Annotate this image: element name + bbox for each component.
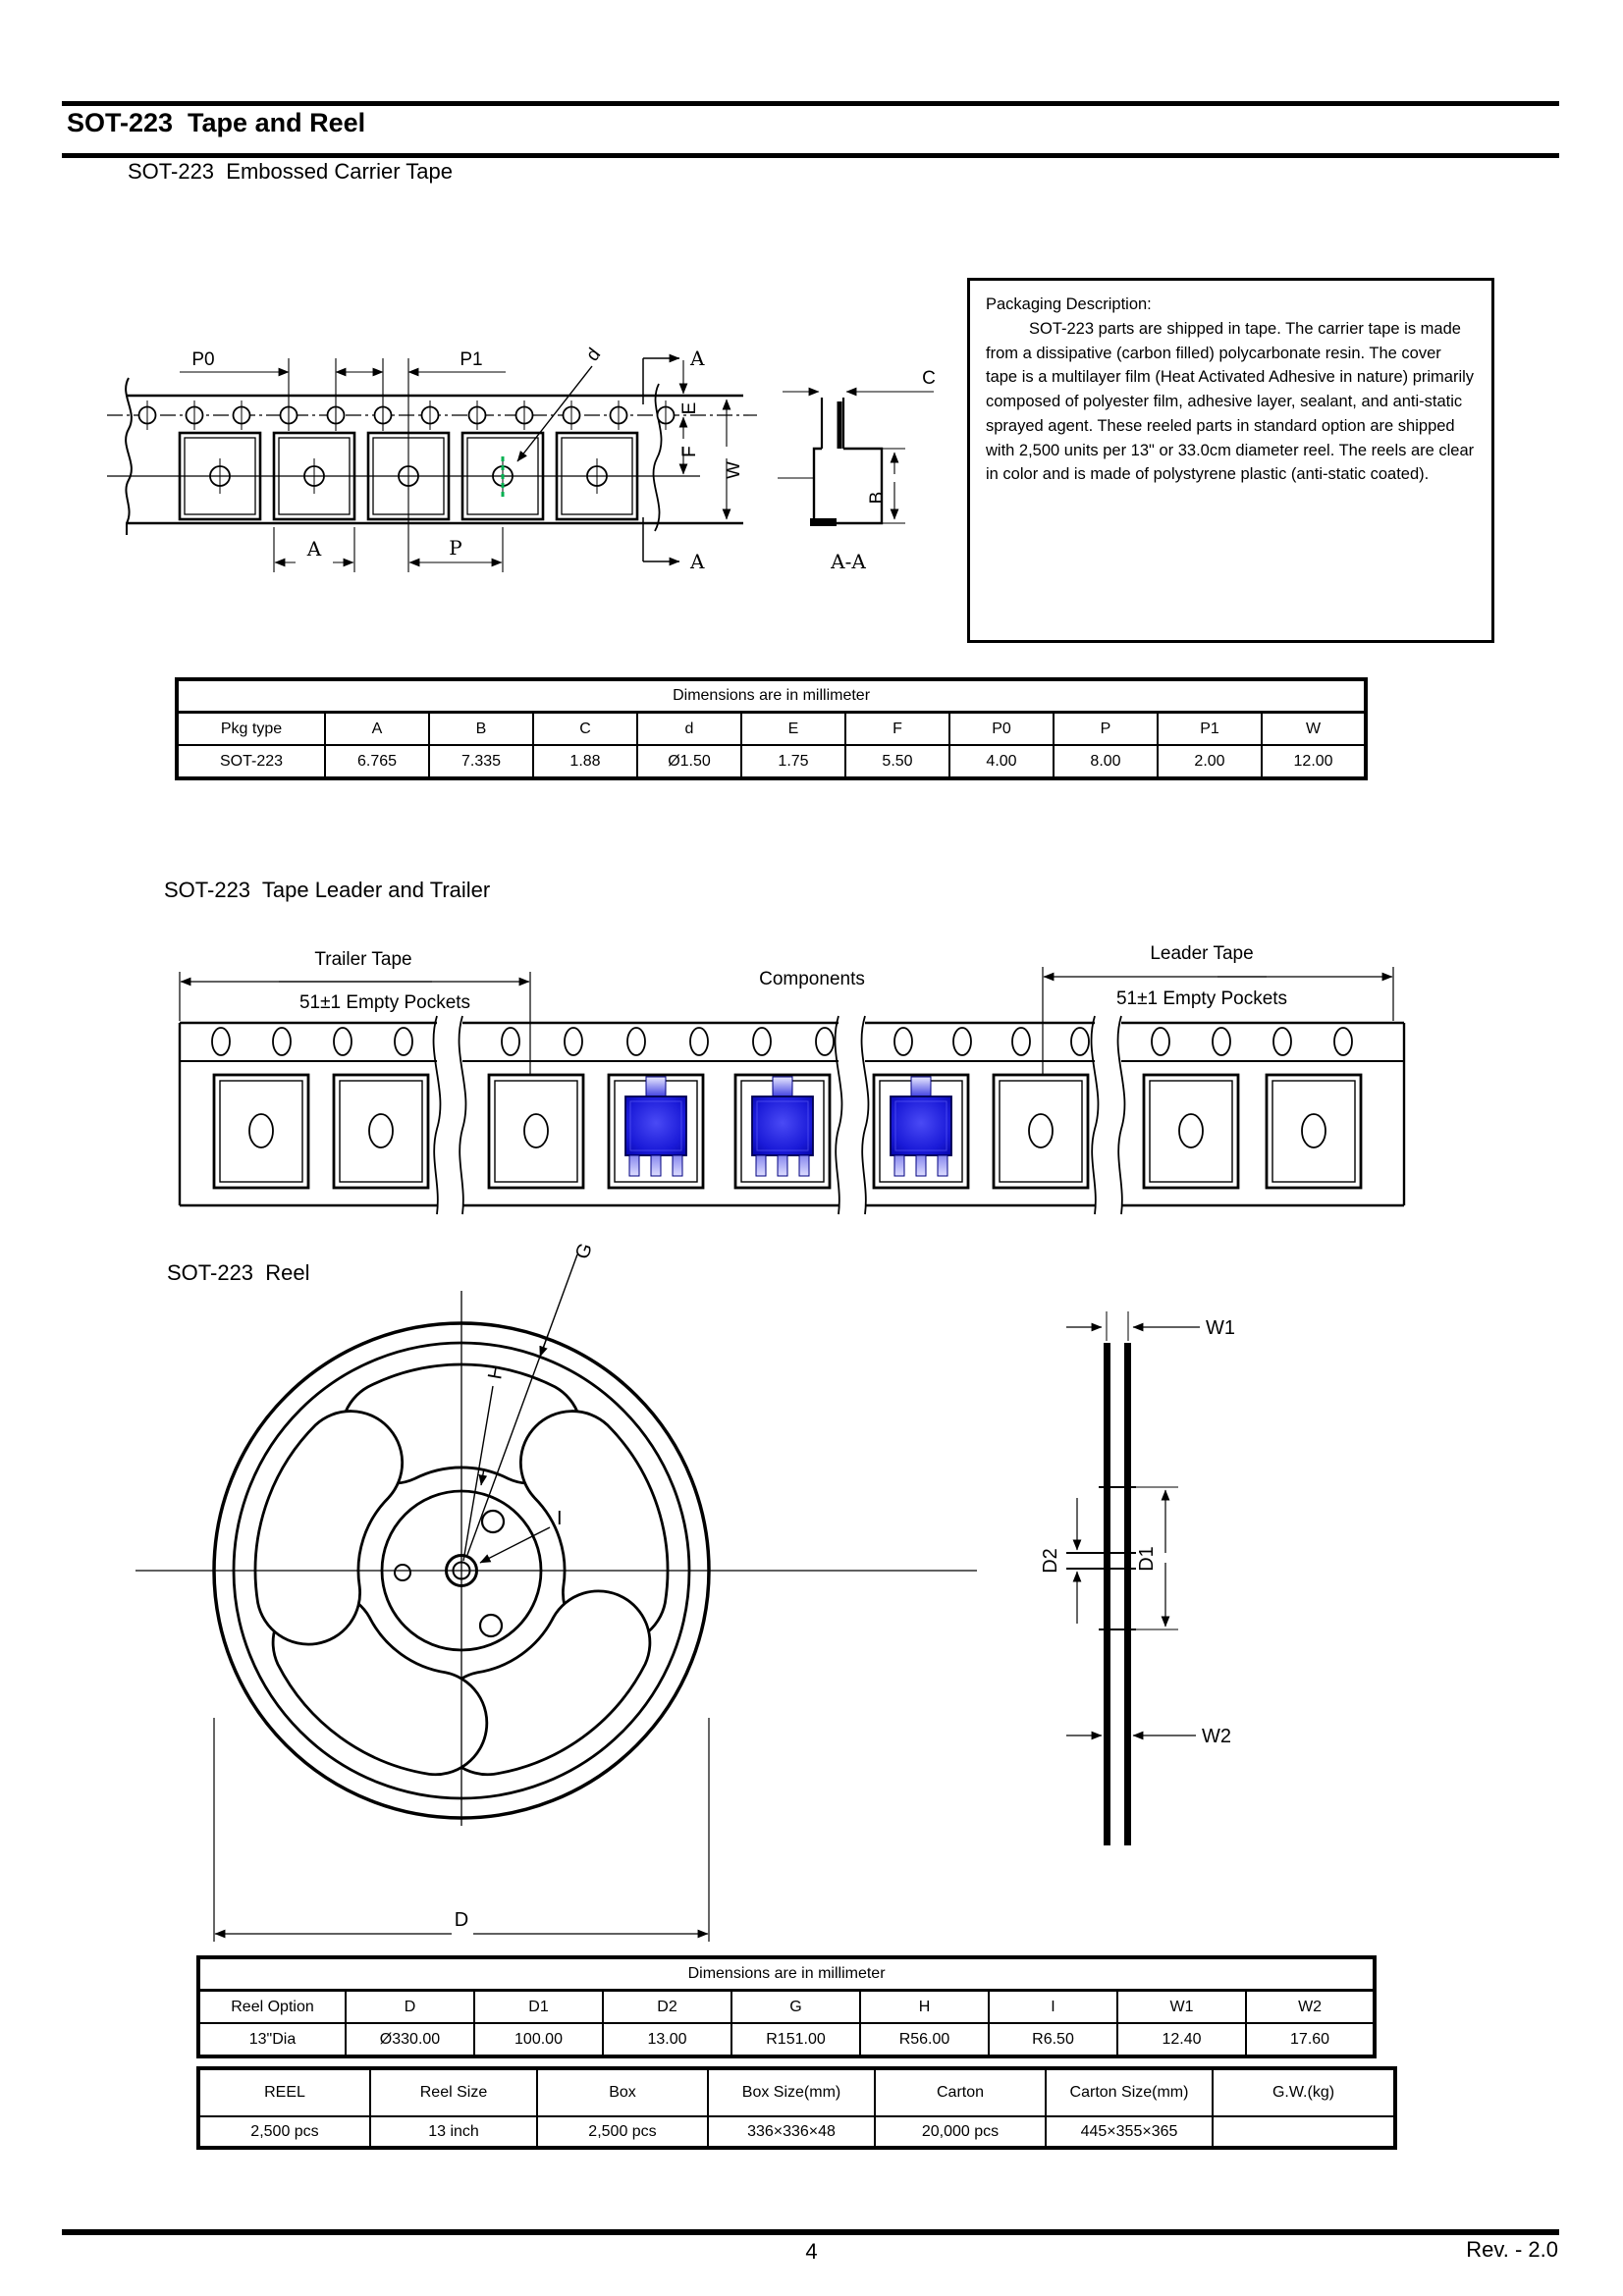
cell-value: 12.40 [1117, 2023, 1246, 2056]
page-title: SOT-223 Tape and Reel [67, 108, 366, 137]
cell-value: 17.60 [1246, 2023, 1375, 2056]
col-header: D2 [603, 1991, 731, 2024]
cell-value: Ø1.50 [637, 745, 741, 778]
cell-value: 2.00 [1158, 745, 1262, 778]
cell-value: 445×355×365 [1046, 2116, 1213, 2148]
tape-outline [107, 378, 757, 535]
cell-value: 6.765 [325, 745, 429, 778]
reel-drawing [128, 1240, 1434, 1949]
col-header: I [989, 1991, 1117, 2024]
col-header: W1 [1117, 1991, 1246, 2024]
packaging-heading: Packaging Description: [986, 295, 1152, 313]
cell-value: R151.00 [731, 2023, 860, 2056]
dim-label-g: G [571, 1240, 598, 1262]
col-header: E [741, 713, 845, 746]
col-header: D [346, 1991, 474, 2024]
cell-value: 100.00 [474, 2023, 603, 2056]
packaging-body: SOT-223 parts are shipped in tape. The carrier tape is made from a dissipative (carbon filled) polycarbonate resin. The cover tape is a multilayer film (Heat Activated Adhesive in nature) primarily composed of polyester film, adhesive layer, sealant, and anti-static sprayed agent. These reeled parts in standard option are shipped with 2,500 units per 13" or 33.0cm diameter reel. The reels are clear in color and is made of polystyrene plastic (anti-static coated). [986, 319, 1475, 484]
trailer-pockets-label: 51±1 Empty Pockets [298, 992, 471, 1013]
footer-rule [62, 2229, 1559, 2235]
section-title-reel: SOT-223 Reel [167, 1260, 310, 1285]
cell-value: 13.00 [603, 2023, 731, 2056]
section-view [778, 392, 934, 526]
leader-trailer-drawing [137, 928, 1517, 1222]
cell-value: 336×336×48 [708, 2116, 875, 2148]
col-header: H [860, 1991, 989, 2024]
cell-value: R56.00 [860, 2023, 989, 2056]
packaging-description-box [967, 278, 1494, 643]
col-header: G [731, 1991, 860, 2024]
leader-tape-label: Leader Tape [1150, 943, 1254, 964]
cell-value: 12.00 [1262, 745, 1366, 778]
col-header: d [637, 713, 741, 746]
cell-value: R6.50 [989, 2023, 1117, 2056]
col-header: Box [537, 2068, 708, 2116]
table-caption: Dimensions are in millimeter [177, 679, 1366, 713]
dim-label-b: B [867, 491, 888, 505]
carrier-dim-labels [191, 345, 935, 573]
dim-label-p0: P0 [191, 349, 215, 370]
col-header: Reel Option [198, 1991, 346, 2024]
cell-value [1213, 2116, 1395, 2148]
section-title-carrier-tape: SOT-223 Embossed Carrier Tape [128, 159, 453, 184]
cell-value: 5.50 [845, 745, 949, 778]
cell-value: 7.335 [429, 745, 533, 778]
lt-sprocket-holes [212, 1028, 1352, 1055]
col-header: Reel Size [370, 2068, 537, 2116]
col-header: Pkg type [177, 713, 325, 746]
section-view-label: A-A [831, 550, 866, 573]
dim-label-dd: D [454, 1909, 469, 1931]
col-header: P0 [949, 713, 1054, 746]
col-header: D1 [474, 1991, 603, 2024]
col-header: REEL [198, 2068, 370, 2116]
revision-label: Rev. - 2.0 [1466, 2237, 1558, 2262]
col-header: P [1054, 713, 1158, 746]
dim-label-e: E [679, 401, 700, 415]
header-rule-top [62, 101, 1559, 106]
trailer-tape-label: Trailer Tape [314, 949, 412, 970]
leader-pockets-label: 51±1 Empty Pockets [1115, 988, 1288, 1009]
packing-table [196, 2066, 1397, 2150]
col-header: A [325, 713, 429, 746]
carrier-tape-drawing [93, 211, 967, 604]
dim-label-w2: W2 [1202, 1726, 1231, 1747]
cell-value: 8.00 [1054, 745, 1158, 778]
cell-value: Ø330.00 [346, 2023, 474, 2056]
lt-labels [299, 943, 1287, 1013]
col-header: G.W.(kg) [1213, 2068, 1395, 2116]
col-header: W2 [1246, 1991, 1375, 2024]
col-header: W [1262, 713, 1366, 746]
col-header: F [845, 713, 949, 746]
header-rule-bottom [62, 153, 1559, 158]
section-arrow-label-bottom: A [690, 550, 705, 573]
dim-label-p1: P1 [460, 349, 483, 370]
cell-value: 2,500 pcs [198, 2116, 370, 2148]
lt-pockets [214, 1075, 1361, 1188]
table-caption: Dimensions are in millimeter [198, 1957, 1375, 1991]
page-number: 4 [805, 2239, 818, 2264]
cell-value: 2,500 pcs [537, 2116, 708, 2148]
col-header: C [533, 713, 637, 746]
cell-value: 4.00 [949, 745, 1054, 778]
cell-value: 20,000 pcs [875, 2116, 1046, 2148]
cell-value: 13 inch [370, 2116, 537, 2148]
dim-label-w1: W1 [1206, 1317, 1235, 1339]
dim-label-p: P [449, 536, 462, 560]
dim-label-i: I [557, 1508, 563, 1529]
cell-value: 1.75 [741, 745, 845, 778]
section-arrow-label-top: A [690, 347, 705, 370]
cell-value: 1.88 [533, 745, 637, 778]
cell-reel-option: 13"Dia [198, 2023, 346, 2056]
col-header: Box Size(mm) [708, 2068, 875, 2116]
dim-label-w: W [724, 461, 744, 479]
dim-label-d: d [582, 344, 606, 366]
reel-dimensions-table [196, 1955, 1377, 2058]
section-title-leader-trailer: SOT-223 Tape Leader and Trailer [164, 878, 491, 902]
col-header: Carton [875, 2068, 1046, 2116]
cell-pkg-type: SOT-223 [177, 745, 325, 778]
components-label: Components [759, 969, 865, 989]
col-header: B [429, 713, 533, 746]
col-header: Carton Size(mm) [1046, 2068, 1213, 2116]
reel-side-view [1066, 1311, 1200, 1845]
dim-label-f: F [679, 446, 700, 457]
dim-label-h: H [484, 1362, 509, 1381]
dim-label-c: C [922, 368, 936, 389]
dim-label-d2: D2 [1040, 1548, 1061, 1574]
dim-label-d1: D1 [1136, 1546, 1158, 1572]
carrier-dimensions-table [175, 677, 1368, 780]
col-header: P1 [1158, 713, 1262, 746]
dim-label-a: A [306, 537, 322, 561]
